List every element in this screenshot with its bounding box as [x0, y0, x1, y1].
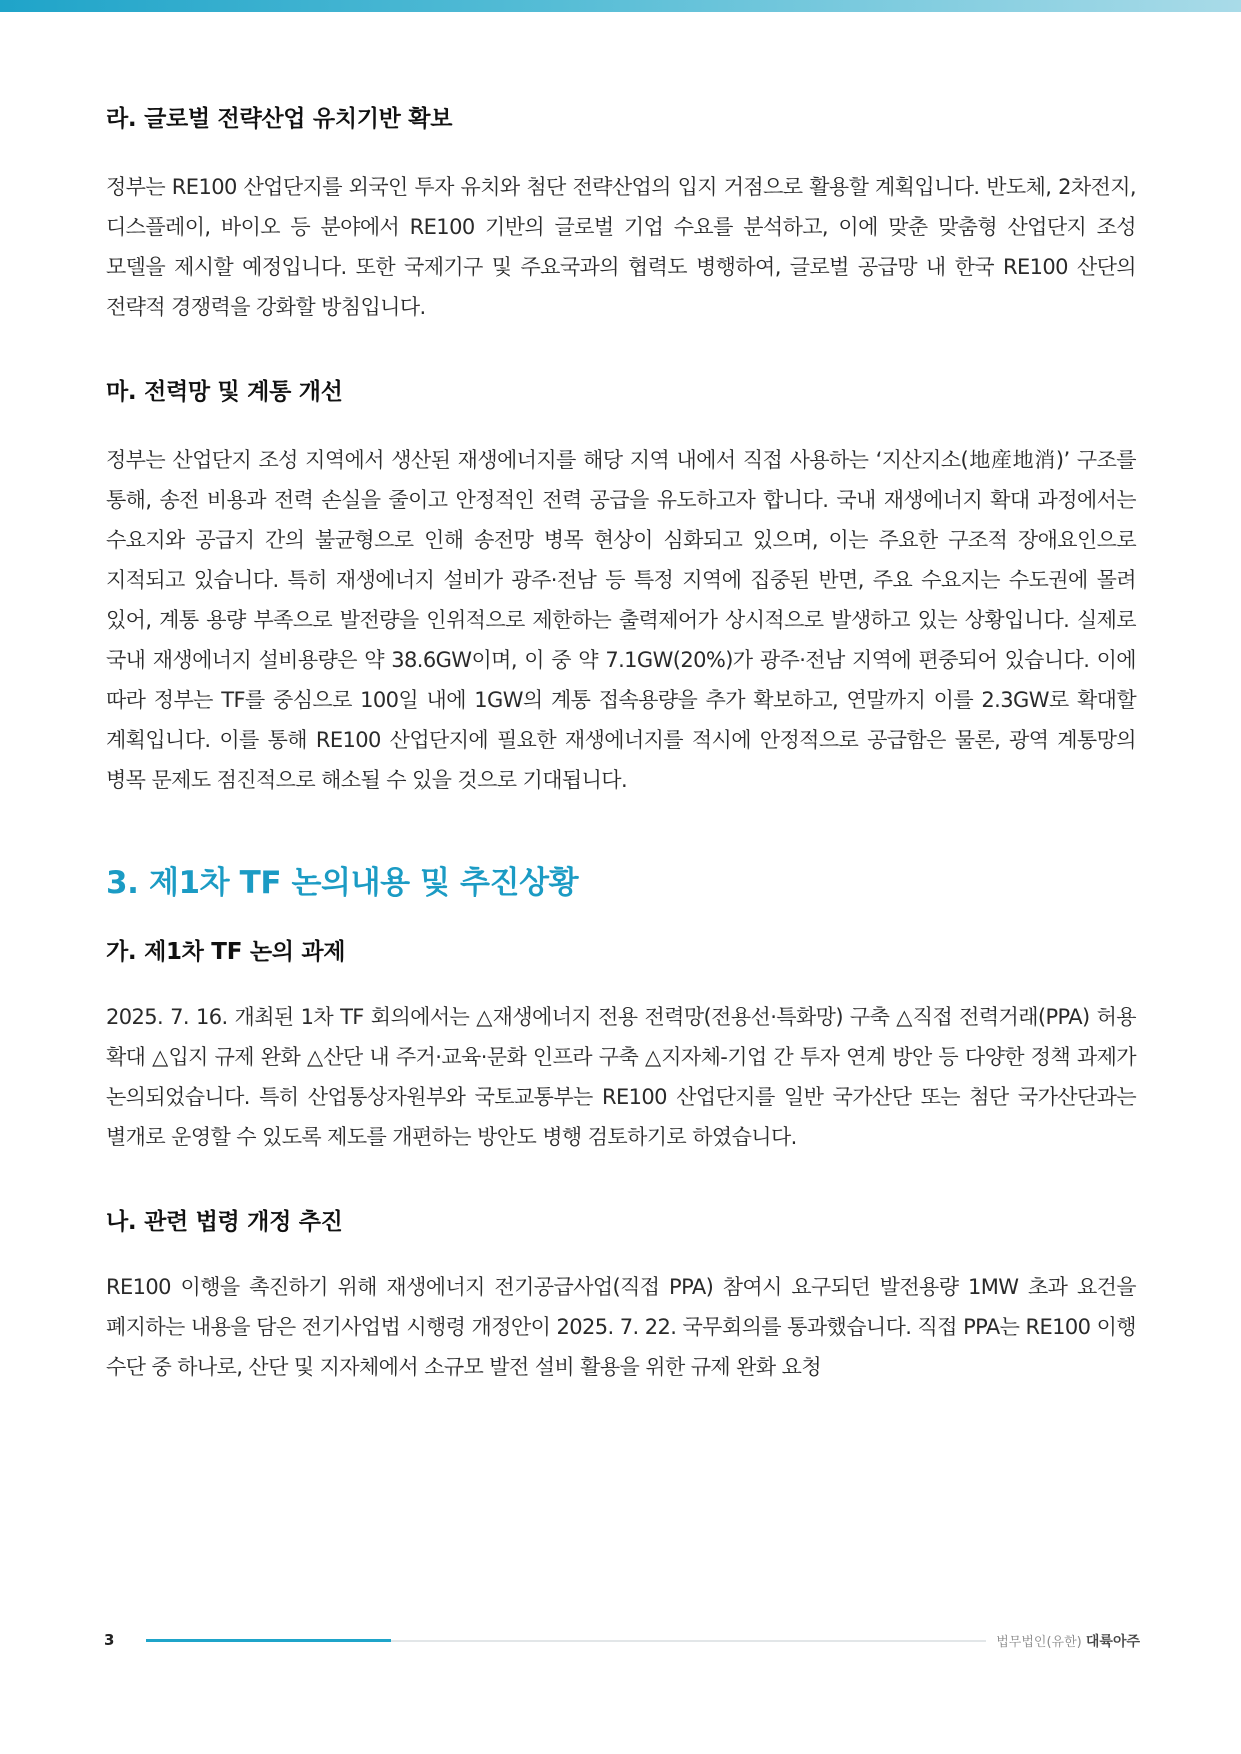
page-footer [0, 1625, 1241, 1665]
heading-na: 나. 관련 법령 개정 추진 [106, 1209, 343, 1235]
firm-name [996, 1631, 1140, 1651]
heading-ra: 라. 글로벌 전략산업 유치기반 확보 [106, 106, 453, 132]
paragraph-ra: 정부는 RE100 산업단지를 외국인 투자 유치와 첨단 전략산업의 입지 거점으로 활용할 계획입니다. 반도체, 2차전지, 디스플레이, 바이오 등 분야에서 RE100 기반의 글로벌 기업 수요를 분석하고, 이에 맞춘 맞춤형 산업단지 조성 모델을 제시할 예정입니다. 또한 국제기구 및 주요국과의 협력도 병행하여, 글로벌 공급망 내 한국 RE100 산단의 전략적 경쟁력을 강화할 방침입니다. [106, 175, 1136, 319]
page-number: 3 [104, 1631, 115, 1649]
top-accent-bar [0, 0, 1241, 12]
footer-divider-accent [146, 1639, 391, 1642]
document-body [106, 98, 1136, 1387]
heading-ga: 가. 제1차 TF 논의 과제 [106, 939, 346, 965]
paragraph-ga: 2025. 7. 16. 개최된 1차 TF 회의에서는 △재생에너지 전용 전력망(전용선·특화망) 구축 △직접 전력거래(PPA) 허용 확대 △입지 규제 완화 △산단 내 주거·교육·문화 인프라 구축 △지자체-기업 간 투자 연계 방안 등 다양한 정책 과제가 논의되었습니다. 특히 산업통상자원부와 국토교통부는 RE100 산업단지를 일반 국가산단 또는 첨단 국가산단과는 별개로 운영할 수 있도록 제도를 개편하는 방안도 병행 검토하기로 하였습니다. [106, 1005, 1136, 1149]
paragraph-ma: 정부는 산업단지 조성 지역에서 생산된 재생에너지를 해당 지역 내에서 직접 사용하는 ‘지산지소(地産地消)’ 구조를 통해, 송전 비용과 전력 손실을 줄이고 안정적인 전력 공급을 유도하고자 합니다. 국내 재생에너지 확대 과정에서는 수요지와 공급지 간의 불균형으로 인해 송전망 병목 현상이 심화되고 있으며, 이는 주요한 구조적 장애요인으로 지적되고 있습니다. 특히 재생에너지 설비가 광주·전남 등 특정 지역에 집중된 반면, 주요 수요지는 수도권에 몰려 있어, 계통 용량 부족으로 발전량을 인위적으로 제한하는 출력제어가 상시적으로 발생하고 있는 상황입니다. 실제로 국내 재생에너지 설비용량은 약 38.6GW이며, 이 중 약 7.1GW(20%)가 광주·전남 지역에 편중되어 있습니다. 이에 따라 정부는 TF를 중심으로 100일 내에 1GW의 계통 접속용량을 추가 확보하고, 연말까지 이를 2.3GW로 확대할 계획입니다. 이를 통해 RE100 산업단지에 필요한 재생에너지를 적시에 안정적으로 공급함은 물론, 광역 계통망의 병목 문제도 점진적으로 해소될 수 있을 것으로 기대됩니다. [106, 448, 1136, 792]
section-heading-3: 3. 제1차 TF 논의내용 및 추진상황 [106, 865, 579, 901]
firm-prefix: 법무법인(유한) [996, 1635, 1082, 1650]
firm-name-bold: 대륙아주 [1085, 1634, 1140, 1650]
paragraph-na: RE100 이행을 촉진하기 위해 재생에너지 전기공급사업(직접 PPA) 참여시 요구되던 발전용량 1MW 초과 요건을 폐지하는 내용을 담은 전기사업법 시행령 개정안이 2025. 7. 22. 국무회의를 통과했습니다. 직접 PPA는 RE100 이행 수단 중 하나로, 산단 및 지자체에서 소규모 발전 설비 활용을 위한 규제 완화 요청 [106, 1275, 1136, 1379]
heading-ma: 마. 전력망 및 계통 개선 [106, 379, 343, 405]
